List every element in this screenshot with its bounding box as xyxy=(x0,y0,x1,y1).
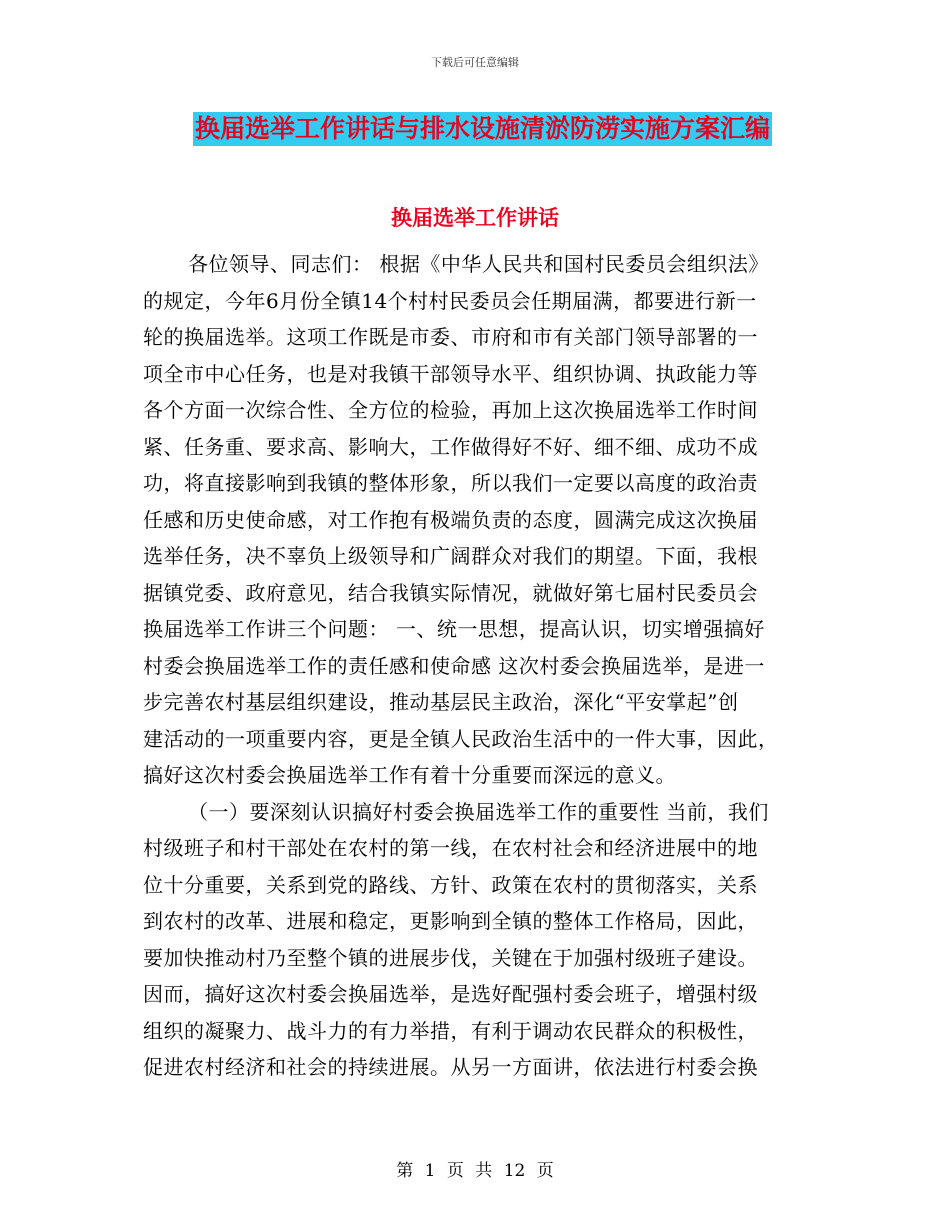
paragraph-line: 到农村的改革、进展和稳定，更影响到全镇的整体工作格局，因此， xyxy=(143,909,758,933)
page-footer: 第 1 页 共 12 页 xyxy=(396,1161,554,1181)
paragraph-line: 任感和历史使命感，对工作抱有极端负责的态度，圆满完成这次换届 xyxy=(143,507,758,532)
section-title: 换届选举工作讲话 xyxy=(391,206,559,230)
paragraph-line: 建活动的一项重要内容，更是全镇人民政治生活中的一件大事，因此， xyxy=(143,726,779,751)
paragraph-line: 功，将直接影响到我镇的整体形象，所以我们一定要以高度的政治责 xyxy=(143,471,758,495)
paragraph-line: 换届选举工作讲三个问题： 一、统一思想，提高认识，切实增强搞好 xyxy=(143,617,765,641)
paragraph-line: 各位领导、同志们： 根据《中华人民共和国村民委员会组织法》 xyxy=(188,252,769,276)
paragraph-line: 搞好这次村委会换届选举工作有着十分重要而深远的意义。 xyxy=(143,763,676,787)
paragraph-line: 的规定，今年6月份全镇14个村村民委员会任期届满，都要进行新一 xyxy=(143,288,757,313)
paragraph-line: 紧、任务重、要求高、影响大，工作做得好不好、细不细、成功不成 xyxy=(143,434,758,459)
paragraph-line: 位十分重要，关系到党的路线、方针、政策在农村的贯彻落实，关系 xyxy=(143,872,758,897)
document-title: 换届选举工作讲话与排水设施清淤防涝实施方案汇编 xyxy=(193,112,772,146)
paragraph-line: 选举任务，决不辜负上级领导和广阔群众对我们的期望。下面，我根 xyxy=(143,544,758,568)
paragraph-line: （一）要深刻认识搞好村委会换届选举工作的重要性 当前，我们 xyxy=(188,799,769,824)
paragraph-line: 项全市中心任务，也是对我镇干部领导水平、组织协调、执政能力等 xyxy=(143,361,758,386)
paragraph-line: 组织的凝聚力、战斗力的有力举措，有利于调动农民群众的积极性， xyxy=(143,1018,758,1043)
paragraph-line: 促进农村经济和社会的持续进展。从另一方面讲，依法进行村委会换 xyxy=(143,1055,758,1079)
header-note: 下载后可任意编辑 xyxy=(431,56,519,69)
paragraph-line: 各个方面一次综合性、全方位的检验，再加上这次换届选举工作时间 xyxy=(143,398,758,422)
paragraph-line: 轮的换届选举。这项工作既是市委、市府和市有关部门领导部署的一 xyxy=(143,325,758,349)
paragraph-line: 据镇党委、政府意见，结合我镇实际情况，就做好第七届村民委员会 xyxy=(143,580,758,605)
body-text xyxy=(143,246,807,1086)
paragraph-line: 要加快推动村乃至整个镇的进展步伐，关键在于加强村级班子建设。 xyxy=(143,945,758,970)
paragraph-line: 因而，搞好这次村委会换届选举，是选好配强村委会班子，增强村级 xyxy=(143,982,758,1006)
paragraph-line: 村级班子和村干部处在农村的第一线，在农村社会和经济进展中的地 xyxy=(143,836,758,860)
paragraph-line: 村委会换届选举工作的责任感和使命感 这次村委会换届选举，是进一 xyxy=(143,653,765,678)
paragraph-line: 步完善农村基层组织建设，推动基层民主政治，深化“平安掌起”创 xyxy=(143,690,739,714)
